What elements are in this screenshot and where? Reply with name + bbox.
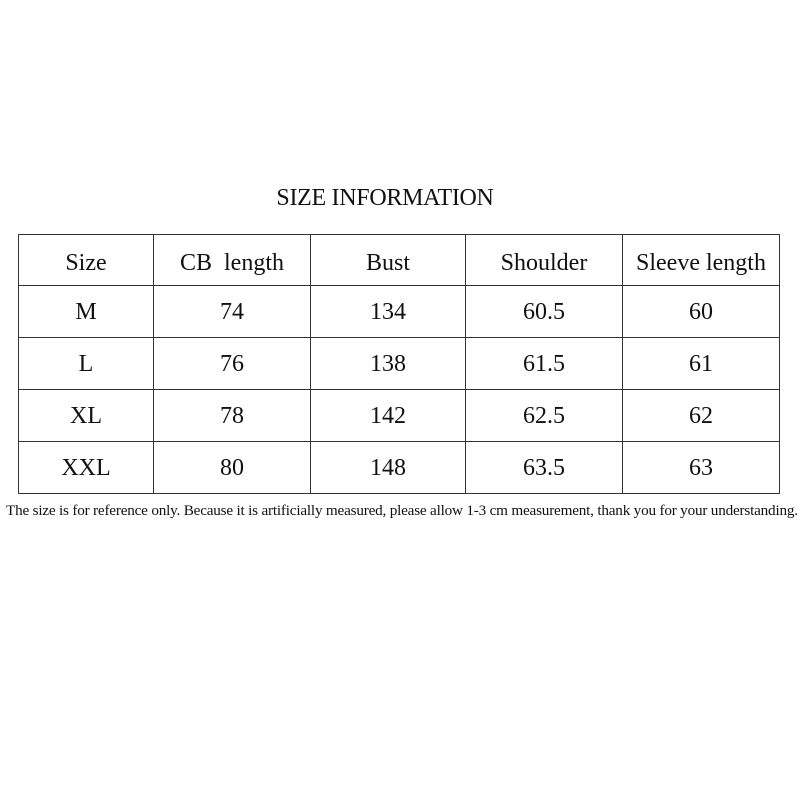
table-row [19,286,780,338]
cell-bust: 142 [311,390,466,442]
header-size: Size [19,235,154,286]
cell-cb-length: 80 [154,442,311,494]
cell-sleeve-length: 61 [623,338,780,390]
header-sleeve-length: Sleeve length [623,235,780,286]
cell-size: XXL [19,442,154,494]
size-table [18,234,780,494]
header-shoulder: Shoulder [466,235,623,286]
cell-sleeve-length: 62 [623,390,780,442]
cell-bust: 138 [311,338,466,390]
cell-cb-length: 76 [154,338,311,390]
cell-sleeve-length: 60 [623,286,780,338]
cell-size: L [19,338,154,390]
reference-note: The size is for reference only. Because it is artificially measured, please allow 1-3 cm measurement, thank you for your understanding. [6,502,798,519]
cell-shoulder: 62.5 [466,390,623,442]
cell-bust: 148 [311,442,466,494]
header-bust: Bust [311,235,466,286]
cell-shoulder: 60.5 [466,286,623,338]
table-row [19,338,780,390]
header-row [19,235,780,286]
cell-sleeve-length: 63 [623,442,780,494]
cell-shoulder: 61.5 [466,338,623,390]
table-row [19,390,780,442]
cell-cb-length: 74 [154,286,311,338]
table-row [19,442,780,494]
cell-bust: 134 [311,286,466,338]
cell-cb-length: 78 [154,390,311,442]
header-cb-length: CB length [154,235,311,286]
cell-shoulder: 63.5 [466,442,623,494]
cell-size: XL [19,390,154,442]
cell-size: M [19,286,154,338]
page-title: SIZE INFORMATION [276,185,494,211]
